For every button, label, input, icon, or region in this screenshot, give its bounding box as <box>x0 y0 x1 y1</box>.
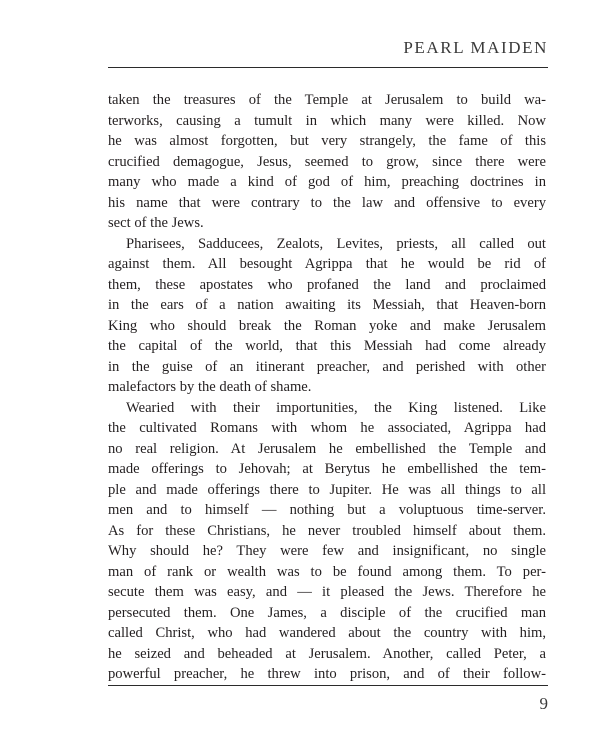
text-line: the cultivated Romans with whom he associated, Agrippa had <box>108 420 546 436</box>
text-line: made offerings to Jehovah; at Berytus he embellished the tem- <box>108 461 546 477</box>
paragraph-2 <box>108 234 546 398</box>
text-line: taken the treasures of the Temple at Jerusalem to build wa- <box>108 92 546 108</box>
text-line: men and to himself — nothing but a voluptuous time-server. <box>108 502 546 518</box>
running-header-title: PEARL MAIDEN <box>403 38 548 57</box>
text-line: ple and made offerings there to Jupiter. He was all things to all <box>108 481 546 498</box>
text-line: terworks, causing a tumult in which many were killed. Now <box>108 112 546 129</box>
text-line: many who made a kind of god of him, preaching doctrines in <box>108 174 546 190</box>
text-line: man of rank or wealth was to be found among them. To per- <box>108 563 546 580</box>
text-line: Pharisees, Sadducees, Zealots, Levites, priests, all called out <box>126 235 546 252</box>
text-line: in the ears of a nation awaiting its Messiah, that Heaven-born <box>108 297 546 313</box>
text-line: against them. All besought Agrippa that he would be rid of <box>108 256 546 272</box>
body-text <box>108 90 546 685</box>
text-line: malefactors by the death of shame. <box>108 379 312 395</box>
paragraph-1 <box>108 90 546 234</box>
text-line: crucified demagogue, Jesus, seemed to grow, since there were <box>108 153 546 170</box>
text-line: Why should he? They were few and insignificant, no single <box>108 543 546 559</box>
text-line: his name that were contrary to the law and offensive to every <box>108 194 546 211</box>
paragraph-3 <box>108 398 546 685</box>
header-rule <box>108 67 548 68</box>
footer-rule <box>108 685 548 686</box>
text-line: persecuted them. One James, a disciple of the crucified man <box>108 604 546 621</box>
text-line: As for these Christians, he never troubled himself about them. <box>108 522 546 539</box>
text-line: no real religion. At Jerusalem he embellished the Temple and <box>108 440 546 457</box>
text-line: called Christ, who had wandered about the country with him, <box>108 625 546 641</box>
text-line: secute them was easy, and — it pleased the Jews. Therefore he <box>108 584 546 600</box>
text-line: them, these apostates who profaned the land and proclaimed <box>108 276 546 293</box>
text-line: the capital of the world, that this Messiah had come already <box>108 338 546 354</box>
text-line: he was almost forgotten, but very strangely, the fame of this <box>108 133 546 149</box>
text-line: he seized and beheaded at Jerusalem. Another, called Peter, a <box>108 645 546 662</box>
text-line: Wearied with their importunities, the King listened. Like <box>126 399 546 416</box>
page-number: 9 <box>539 694 548 713</box>
text-line: in the guise of an itinerant preacher, and perished with other <box>108 358 546 375</box>
text-line: King who should break the Roman yoke and make Jerusalem <box>108 317 546 334</box>
text-line: sect of the Jews. <box>108 215 204 231</box>
text-line: powerful preacher, he threw into prison, and of their follow- <box>108 666 546 682</box>
